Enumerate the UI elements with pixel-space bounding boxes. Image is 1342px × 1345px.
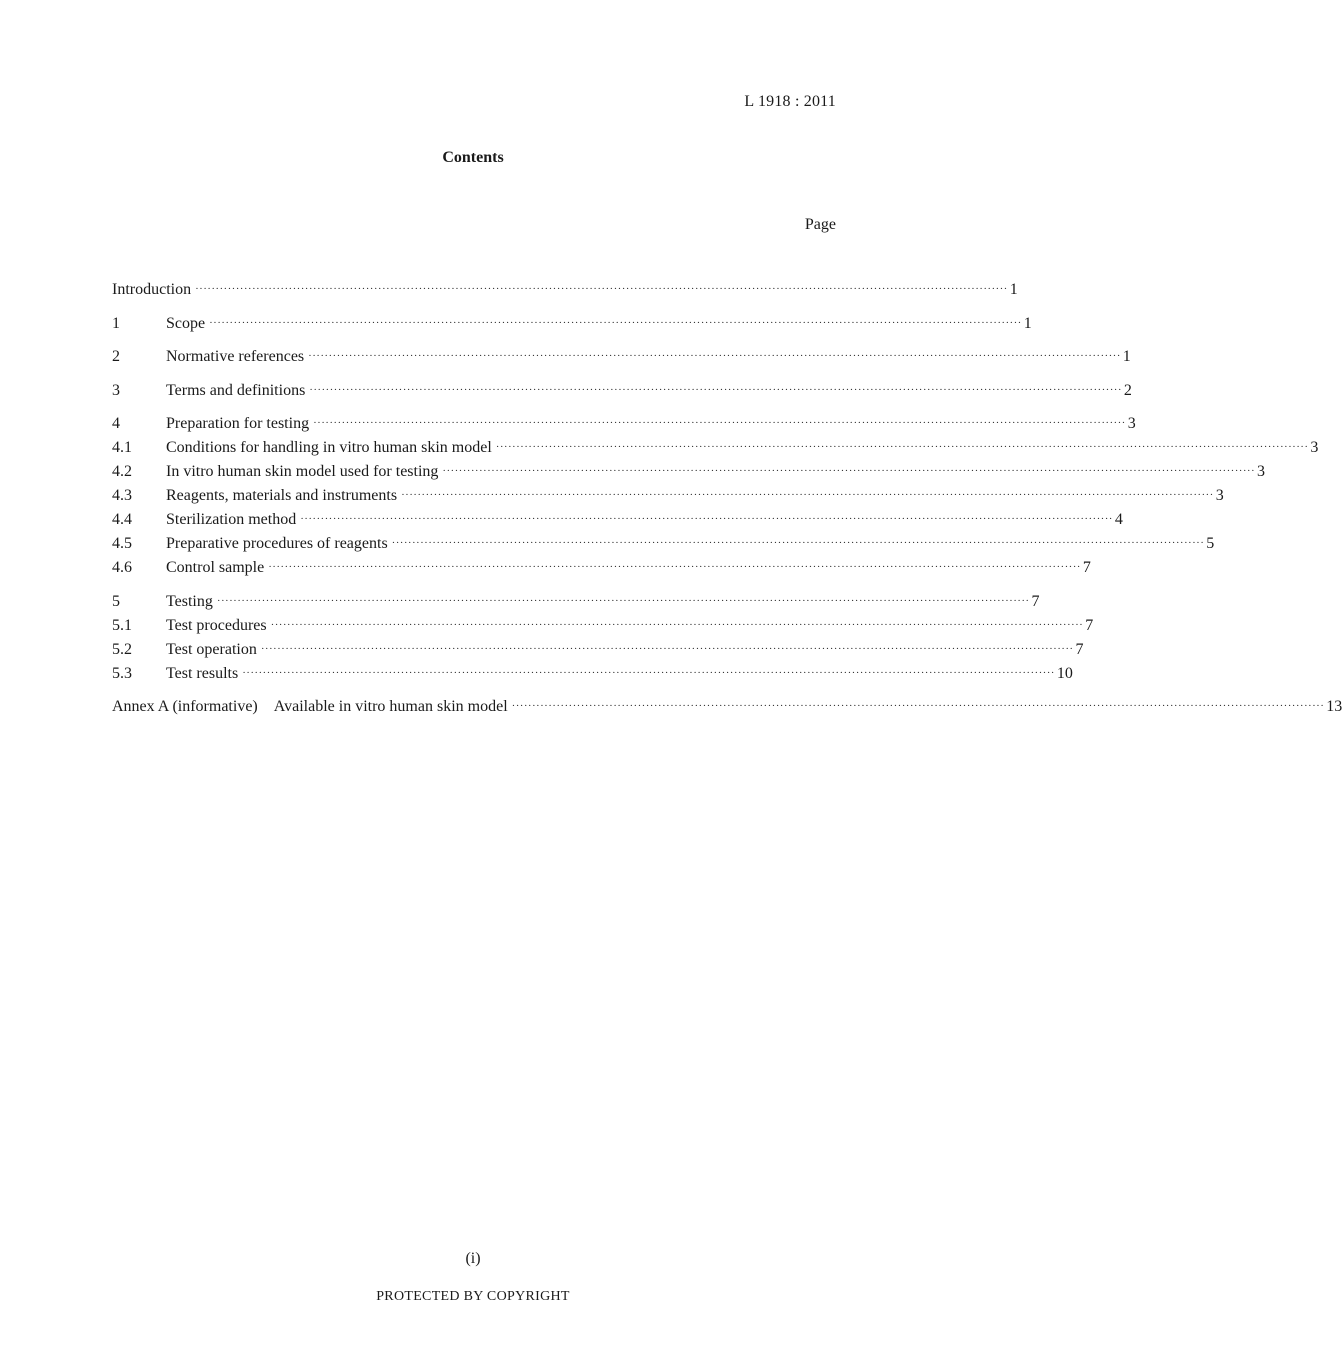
toc-entry-number: 4.1 — [112, 439, 132, 456]
leader-dots: ········································································································································································································ — [391, 537, 1205, 549]
toc-entry-page: 7 — [1031, 592, 1040, 610]
leader-dots: ········································································································································································································ — [313, 417, 1126, 429]
leader-dots: ········································································································································································································ — [209, 316, 1022, 329]
toc-entry-page: 4 — [1114, 511, 1123, 528]
toc-entry-number: 2 — [112, 348, 120, 365]
annex-title: Available in vitro human skin model — [273, 698, 508, 715]
toc-entry-label: Normative references — [166, 348, 305, 365]
toc-entry-scope[interactable] — [112, 314, 1032, 339]
toc-entry-number: 5.1 — [112, 616, 132, 634]
toc-entry-page: 7 — [1085, 616, 1094, 634]
toc-entry-number: 4.4 — [112, 511, 132, 528]
leader-dots: ········································································································································································································ — [300, 513, 1113, 525]
leader-dots: ········································································································································································································ — [308, 350, 1121, 362]
toc-entry-testing[interactable] — [112, 592, 1040, 617]
toc-entry-page: 1 — [1023, 314, 1032, 332]
toc-entry-label: Preparative procedures of reagents — [166, 535, 388, 552]
annex-designation: Annex A (informative) — [112, 698, 258, 715]
page-folio: (i) — [465, 1250, 481, 1267]
toc-entry-4-1[interactable] — [112, 439, 1319, 463]
toc-entry-label: Introduction — [112, 281, 192, 298]
toc-entry-number: 1 — [112, 314, 120, 332]
toc-entry-terms-and-definitions[interactable] — [112, 381, 1132, 406]
toc-entry-page: 2 — [1123, 381, 1132, 399]
leader-dots: ········································································································································································································ — [309, 383, 1122, 396]
toc-entry-label: Control sample — [166, 559, 265, 576]
toc-entry-label: Sterilization method — [166, 511, 297, 528]
toc-entry-annex-a[interactable] — [112, 698, 1342, 722]
toc-entry-page: 1 — [1009, 281, 1018, 298]
toc-entry-page: 10 — [1056, 664, 1073, 682]
leader-dots: ········································································································································································································ — [216, 594, 1030, 607]
leader-dots: ········································································································································································································ — [242, 666, 1055, 679]
toc-entry-page: 3 — [1215, 487, 1224, 504]
leader-dots: ········································································································································································································ — [495, 441, 1309, 453]
toc-entry-page: 13 — [1326, 698, 1342, 715]
leader-dots: ········································································································································································································ — [195, 283, 1008, 295]
toc-entry-number: 5.2 — [112, 640, 132, 658]
toc-entry-label: Test results — [166, 664, 239, 682]
toc-entry-page: 3 — [1310, 439, 1319, 456]
toc-entry-4-3[interactable] — [112, 487, 1224, 511]
leader-dots: ········································································································································································································ — [401, 489, 1214, 501]
toc-entry-label: Terms and definitions — [166, 381, 306, 399]
leader-dots: ········································································································································································································ — [270, 618, 1084, 631]
table-of-contents — [112, 281, 1342, 722]
toc-entry-label: Scope — [166, 314, 206, 332]
toc-entry-label: Test operation — [166, 640, 257, 658]
toc-entry-label: Conditions for handling in vitro human skin model — [166, 439, 492, 456]
toc-entry-number: 4.3 — [112, 487, 132, 504]
toc-entry-number: 4 — [112, 415, 120, 432]
toc-entry-number: 5 — [112, 592, 120, 610]
toc-entry-page: 3 — [1257, 463, 1266, 480]
toc-entry-page: 7 — [1075, 640, 1084, 658]
toc-entry-introduction[interactable] — [112, 281, 1018, 305]
toc-entry-number: 4.2 — [112, 463, 132, 480]
copyright-notice: PROTECTED BY COPYRIGHT — [376, 1289, 570, 1304]
toc-entry-label: In vitro human skin model used for testing — [166, 463, 439, 480]
toc-entry-page: 5 — [1206, 535, 1215, 552]
toc-entry-5-3[interactable] — [112, 664, 1073, 689]
toc-entry-4-6[interactable] — [112, 559, 1091, 583]
toc-entry-4-5[interactable] — [112, 535, 1215, 559]
toc-entry-5-1[interactable] — [112, 616, 1094, 641]
toc-entry-4-2[interactable] — [112, 463, 1266, 487]
toc-entry-label: Reagents, materials and instruments — [166, 487, 398, 504]
toc-entry-label: Testing — [166, 592, 213, 610]
standard-code: L 1918 : 2011 — [744, 93, 836, 110]
leader-dots: ········································································································································································································ — [511, 700, 1325, 712]
toc-entry-4-4[interactable] — [112, 511, 1123, 535]
toc-entry-page: 3 — [1127, 415, 1136, 432]
toc-entry-normative-references[interactable] — [112, 348, 1131, 372]
toc-entry-number: 4.5 — [112, 535, 132, 552]
leader-dots: ········································································································································································································ — [268, 561, 1081, 573]
toc-entry-number: 4.6 — [112, 559, 132, 576]
toc-entry-number: 5.3 — [112, 664, 132, 682]
toc-entry-page: 1 — [1122, 348, 1131, 365]
toc-entry-number: 3 — [112, 381, 120, 399]
toc-entry-label: Preparation for testing — [166, 415, 310, 432]
toc-entry-preparation-for-testing[interactable] — [112, 415, 1136, 439]
leader-dots: ········································································································································································································ — [260, 642, 1074, 655]
leader-dots: ········································································································································································································ — [442, 465, 1256, 477]
page-column-label: Page — [804, 216, 836, 233]
toc-entry-label: Test procedures — [166, 616, 267, 634]
page-title: Contents — [442, 149, 504, 166]
toc-entry-page: 7 — [1082, 559, 1091, 576]
toc-entry-5-2[interactable] — [112, 640, 1084, 665]
